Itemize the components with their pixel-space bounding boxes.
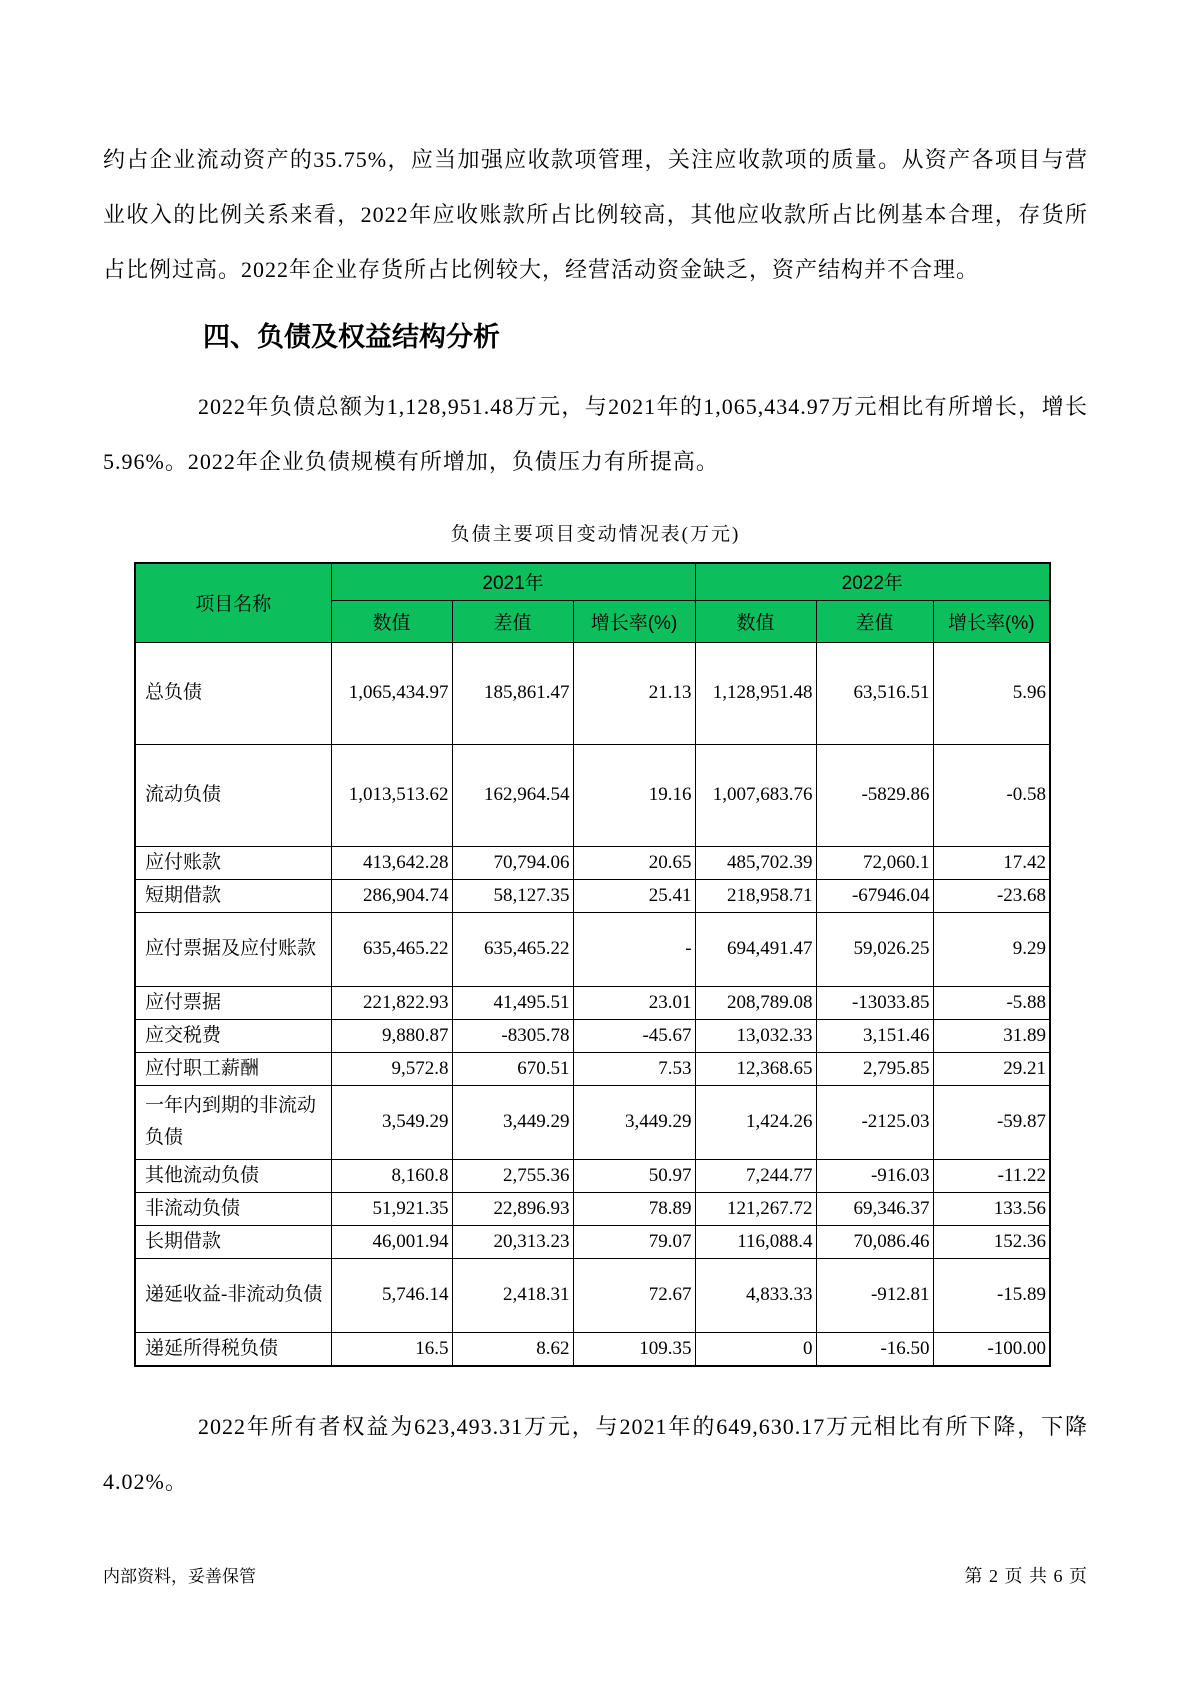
table-cell: 1,128,951.48 <box>695 642 816 744</box>
table-row <box>135 879 1050 912</box>
table-cell: 109.35 <box>573 1332 695 1366</box>
table-cell: 3,549.29 <box>331 1085 452 1159</box>
table-row <box>135 1085 1050 1159</box>
table-row <box>135 986 1050 1019</box>
table-cell: 670.51 <box>452 1052 573 1085</box>
table-cell: -67946.04 <box>816 879 933 912</box>
table-cell: 8.62 <box>452 1332 573 1366</box>
table-cell: 3,151.46 <box>816 1019 933 1052</box>
table-cell: 3,449.29 <box>452 1085 573 1159</box>
table-cell: 69,346.37 <box>816 1192 933 1225</box>
table-cell: 23.01 <box>573 986 695 1019</box>
table-cell: 17.42 <box>933 846 1050 879</box>
row-label: 应付票据 <box>135 986 331 1019</box>
table-cell: 21.13 <box>573 642 695 744</box>
table-cell: 635,465.22 <box>331 912 452 986</box>
row-label: 短期借款 <box>135 879 331 912</box>
page-footer <box>103 1562 1088 1588</box>
table-cell: -16.50 <box>816 1332 933 1366</box>
table-cell: 152.36 <box>933 1225 1050 1258</box>
table-cell: -916.03 <box>816 1159 933 1192</box>
table-cell: 20.65 <box>573 846 695 879</box>
table-cell: 7.53 <box>573 1052 695 1085</box>
row-label: 应付账款 <box>135 846 331 879</box>
table-cell: 25.41 <box>573 879 695 912</box>
table-cell: 41,495.51 <box>452 986 573 1019</box>
table-cell: 413,642.28 <box>331 846 452 879</box>
table-cell: 116,088.4 <box>695 1225 816 1258</box>
table-cell: 1,065,434.97 <box>331 642 452 744</box>
table-cell: 9.29 <box>933 912 1050 986</box>
table-row <box>135 744 1050 846</box>
table-cell: 5,746.14 <box>331 1258 452 1332</box>
table-cell: 19.16 <box>573 744 695 846</box>
table-cell: 2,795.85 <box>816 1052 933 1085</box>
table-cell: 9,880.87 <box>331 1019 452 1052</box>
table-cell: 121,267.72 <box>695 1192 816 1225</box>
table-title: 负债主要项目变动情况表(万元) <box>450 524 741 545</box>
row-label: 应交税费 <box>135 1019 331 1052</box>
table-cell: 218,958.71 <box>695 879 816 912</box>
section-heading-liabilities: 四、负债及权益结构分析 <box>203 322 500 352</box>
table-cell: 72.67 <box>573 1258 695 1332</box>
table-row <box>135 1052 1050 1085</box>
table-cell: -45.67 <box>573 1019 695 1052</box>
table-row <box>135 1225 1050 1258</box>
table-cell: -100.00 <box>933 1332 1050 1366</box>
header-cell-growth-2021: 增长率(%) <box>573 600 695 642</box>
table-cell: 22,896.93 <box>452 1192 573 1225</box>
table-cell: 4,833.33 <box>695 1258 816 1332</box>
paragraph-asset-analysis: 约占企业流动资产的35.75%，应当加强应收款项管理，关注应收款项的质量。从资产各项目与营业收入的比例关系来看，2022年应收账款所占比例较高，其他应收款所占比例基本合理，存货所占比例过高。2022年企业存货所占比例较大，经营活动资金缺乏，资产结构并不合理。 <box>103 147 1088 282</box>
header-cell-year-2021: 2021年 <box>331 563 695 600</box>
table-header <box>135 563 1050 642</box>
table-cell: 3,449.29 <box>573 1085 695 1159</box>
table-cell: 72,060.1 <box>816 846 933 879</box>
table-cell: 12,368.65 <box>695 1052 816 1085</box>
table-cell: 694,491.47 <box>695 912 816 986</box>
table-cell: 79.07 <box>573 1225 695 1258</box>
row-label: 应付职工薪酬 <box>135 1052 331 1085</box>
table-cell: -59.87 <box>933 1085 1050 1159</box>
table-cell: -0.58 <box>933 744 1050 846</box>
liabilities-table <box>134 562 1051 1367</box>
header-cell-diff-2022: 差值 <box>816 600 933 642</box>
table-cell: -11.22 <box>933 1159 1050 1192</box>
table-cell: 9,572.8 <box>331 1052 452 1085</box>
table-row <box>135 1332 1050 1366</box>
table-cell: 635,465.22 <box>452 912 573 986</box>
table-cell: 8,160.8 <box>331 1159 452 1192</box>
header-cell-item-name: 项目名称 <box>135 563 331 642</box>
row-label: 递延收益-非流动负债 <box>135 1258 331 1332</box>
table-row <box>135 846 1050 879</box>
table-row <box>135 912 1050 986</box>
table-row <box>135 642 1050 744</box>
table-cell: 13,032.33 <box>695 1019 816 1052</box>
table-cell: 51,921.35 <box>331 1192 452 1225</box>
table-cell: 185,861.47 <box>452 642 573 744</box>
table-cell: -5.88 <box>933 986 1050 1019</box>
row-label: 非流动负债 <box>135 1192 331 1225</box>
table-cell: -2125.03 <box>816 1085 933 1159</box>
table-cell: 1,013,513.62 <box>331 744 452 846</box>
table-cell: 70,086.46 <box>816 1225 933 1258</box>
row-label: 一年内到期的非流动负债 <box>135 1085 331 1159</box>
table-cell: -13033.85 <box>816 986 933 1019</box>
table-cell: 20,313.23 <box>452 1225 573 1258</box>
table-cell: 7,244.77 <box>695 1159 816 1192</box>
table-cell: 1,424.26 <box>695 1085 816 1159</box>
table-cell: 50.97 <box>573 1159 695 1192</box>
table-cell: 59,026.25 <box>816 912 933 986</box>
table-cell: 133.56 <box>933 1192 1050 1225</box>
table-row <box>135 1159 1050 1192</box>
table-cell: -15.89 <box>933 1258 1050 1332</box>
table-cell: -8305.78 <box>452 1019 573 1052</box>
row-label: 其他流动负债 <box>135 1159 331 1192</box>
table-cell: 16.5 <box>331 1332 452 1366</box>
table-cell: 0 <box>695 1332 816 1366</box>
table-cell: 286,904.74 <box>331 879 452 912</box>
table-cell: 63,516.51 <box>816 642 933 744</box>
header-cell-year-2022: 2022年 <box>695 563 1050 600</box>
row-label: 总负债 <box>135 642 331 744</box>
table-cell: 78.89 <box>573 1192 695 1225</box>
table-cell: 31.89 <box>933 1019 1050 1052</box>
table-cell: 2,755.36 <box>452 1159 573 1192</box>
table-cell: 58,127.35 <box>452 879 573 912</box>
paragraph-owners-equity: 2022年所有者权益为623,493.31万元，与2021年的649,630.17万元相比有所下降，下降4.02%。 <box>103 1413 1088 1494</box>
table-header-row-years <box>135 563 1050 600</box>
table-cell: 70,794.06 <box>452 846 573 879</box>
table-cell: 5.96 <box>933 642 1050 744</box>
table-cell: -5829.86 <box>816 744 933 846</box>
table-cell: - <box>573 912 695 986</box>
paragraph-total-liabilities: 2022年负债总额为1,128,951.48万元，与2021年的1,065,434.97万元相比有所增长，增长5.96%。2022年企业负债规模有所增加，负债压力有所提高。 <box>103 394 1088 474</box>
table-cell: 208,789.08 <box>695 986 816 1019</box>
header-cell-value-2021: 数值 <box>331 600 452 642</box>
row-label: 长期借款 <box>135 1225 331 1258</box>
table-body <box>135 642 1050 1366</box>
footer-confidential-note: 内部资料，妥善保管 <box>103 1567 256 1586</box>
row-label: 应付票据及应付账款 <box>135 912 331 986</box>
row-label: 递延所得税负债 <box>135 1332 331 1366</box>
table-cell: 46,001.94 <box>331 1225 452 1258</box>
table-cell: 2,418.31 <box>452 1258 573 1332</box>
footer-page-number: 第 2 页 共 6 页 <box>964 1566 1088 1586</box>
table-row <box>135 1192 1050 1225</box>
row-label: 流动负债 <box>135 744 331 846</box>
table-cell: 221,822.93 <box>331 986 452 1019</box>
table-row <box>135 1019 1050 1052</box>
table-cell: -912.81 <box>816 1258 933 1332</box>
table-cell: -23.68 <box>933 879 1050 912</box>
header-cell-growth-2022: 增长率(%) <box>933 600 1050 642</box>
table-cell: 29.21 <box>933 1052 1050 1085</box>
table-cell: 485,702.39 <box>695 846 816 879</box>
table-cell: 162,964.54 <box>452 744 573 846</box>
table-row <box>135 1258 1050 1332</box>
header-cell-diff-2021: 差值 <box>452 600 573 642</box>
table-cell: 1,007,683.76 <box>695 744 816 846</box>
header-cell-value-2022: 数值 <box>695 600 816 642</box>
